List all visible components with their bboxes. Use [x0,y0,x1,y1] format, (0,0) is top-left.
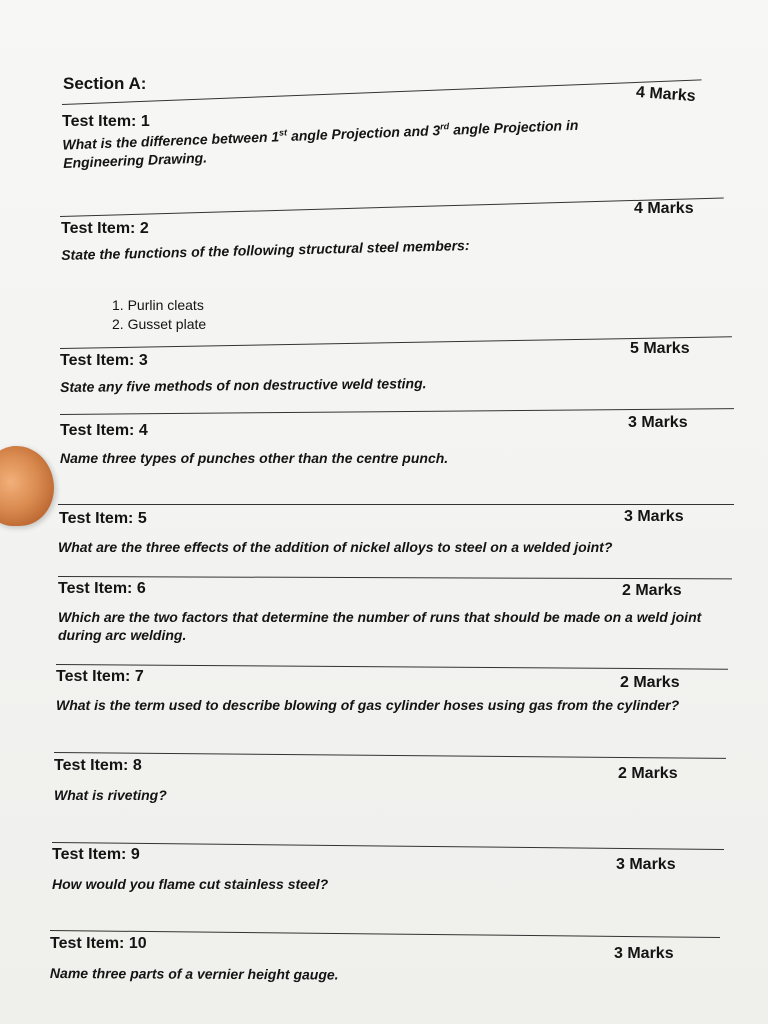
test-item-title: Test Item: 7 [56,668,144,685]
marks-label: 2 Marks [618,765,678,782]
marks-label: 3 Marks [616,856,676,873]
question-text: Name three types of punches other than the centre punch. [60,450,449,466]
marks-label: 3 Marks [628,414,688,431]
marks-label: 2 Marks [622,582,682,599]
divider [50,930,720,938]
question-text: What is the term used to describe blowing of gas cylinder hoses using gas from the cylinder? [56,697,680,713]
thumb-photo [0,446,54,526]
question-text: State the functions of the following structural steel members: [61,237,470,263]
test-item-title: Test Item: 5 [59,510,147,527]
marks-label: 5 Marks [630,340,690,357]
question-text: How would you flame cut stainless steel? [52,876,329,892]
question-text: What is the difference between 1st angle Projection and 3rd angle Projection in Engineering Drawing. [62,116,579,171]
question-text: Name three parts of a vernier height gauge. [49,965,339,983]
divider [56,664,728,670]
test-item-title: Test Item: 4 [60,422,148,439]
divider [54,752,726,759]
test-item-title: Test Item: 6 [58,580,146,597]
marks-label: 4 Marks [635,83,697,106]
test-item-title: Test Item: 1 [62,113,150,130]
question-text: State any five methods of non destructive weld testing. [60,375,427,395]
divider [58,504,734,505]
test-item-title: Test Item: 3 [60,352,148,369]
question-text: Which are the two factors that determine the number of runs that should be made on a weld joint during arc welding. [58,609,702,643]
list-item: 1. Purlin cleats [112,297,204,313]
test-item-title: Test Item: 8 [54,757,142,774]
marks-label: 4 Marks [634,200,694,217]
list-item: 2. Gusset plate [112,316,207,332]
marks-label: 3 Marks [614,945,674,962]
divider [62,79,702,105]
question-text: What are the three effects of the addition of nickel alloys to steel on a welded joint? [58,539,613,555]
marks-label: 3 Marks [624,508,684,525]
test-item-title: Test Item: 2 [61,220,149,237]
divider [60,197,724,217]
test-item-title: Test Item: 9 [52,846,140,863]
member-list [112,296,206,334]
section-title: Section A: [63,74,147,93]
question-text: What is riveting? [54,787,167,803]
test-item-title: Test Item: 10 [50,935,147,952]
divider [58,576,732,579]
marks-label: 2 Marks [620,674,680,691]
divider [52,842,724,850]
